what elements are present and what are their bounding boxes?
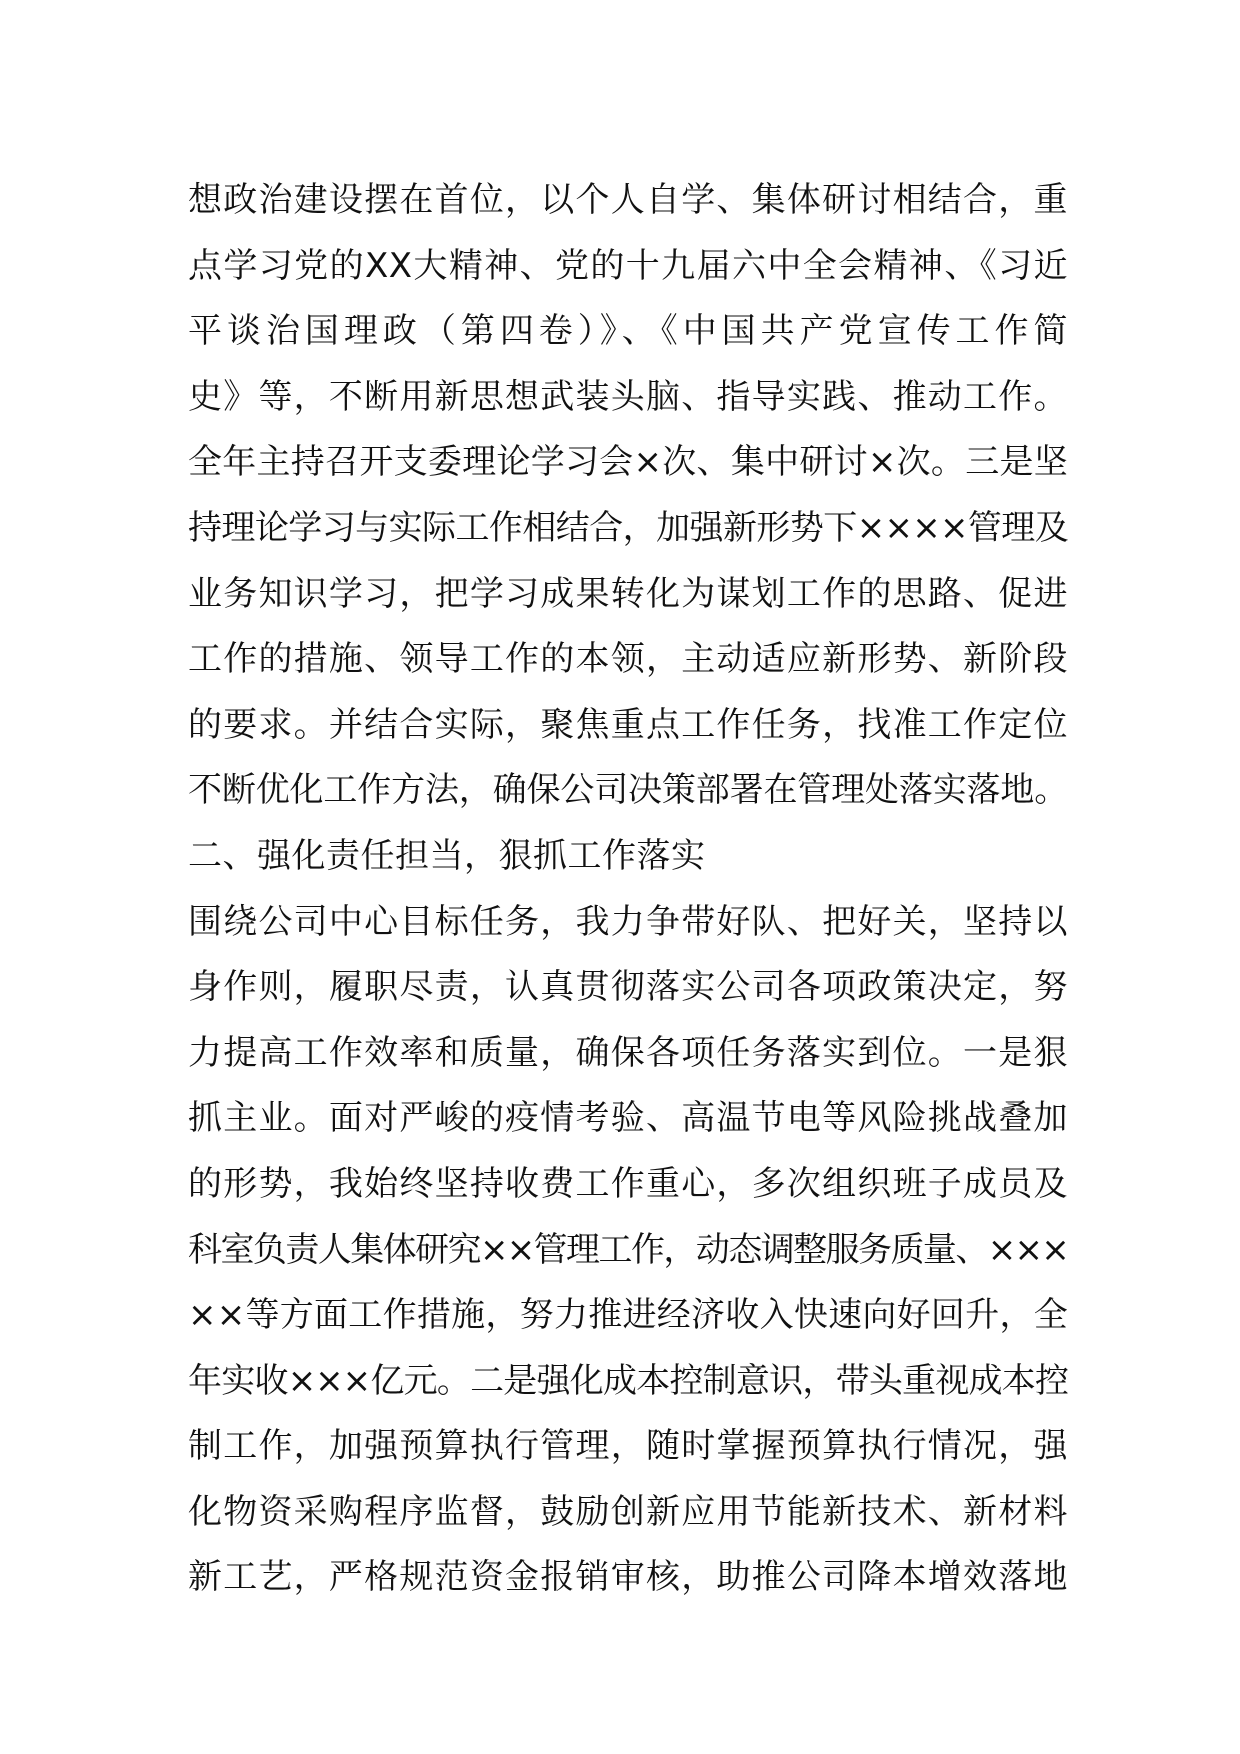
text-line: 新工艺，严格规范资金报销审核，助推公司降本增效落地 xyxy=(188,1557,1068,1598)
text-line: 全年主持召开支委理论学习会×次、集中研讨×次。三是坚 xyxy=(188,442,1068,483)
text-line: 抓主业。面对严峻的疫情考验、高温节电等风险挑战叠加 xyxy=(188,1098,1068,1139)
section-heading: 二、强化责任担当，狠抓工作落实 xyxy=(188,835,706,876)
text-line: 业务知识学习，把学习成果转化为谋划工作的思路、促进 xyxy=(188,573,1068,614)
text-line: 想政治建设摆在首位，以个人自学、集体研讨相结合，重 xyxy=(188,180,1068,220)
text-line: 史》等，不断用新思想武装头脑、指导实践、推动工作。 xyxy=(188,376,1068,417)
text-line: 年实收×××亿元。二是强化成本控制意识，带头重视成本控 xyxy=(188,1360,1068,1401)
text-line: 点学习党的XX大精神、党的十九届六中全会精神、《习近 xyxy=(188,245,1068,286)
text-line: 的要求。并结合实际，聚焦重点工作任务，找准工作定位 xyxy=(188,704,1068,745)
text-line: ××等方面工作措施，努力推进经济收入快速向好回升，全 xyxy=(188,1295,1068,1336)
text-line: 持理论学习与实际工作相结合，加强新形势下××××管理及 xyxy=(188,507,1068,548)
text-line: 围绕公司中心目标任务，我力争带好队、把好关，坚持以 xyxy=(188,901,1068,942)
text-line: 的形势，我始终坚持收费工作重心，多次组织班子成员及 xyxy=(188,1163,1068,1204)
text-line: 力提高工作效率和质量，确保各项任务落实到位。一是狠 xyxy=(188,1032,1068,1073)
text-line: 不断优化工作方法，确保公司决策部署在管理处落实落地。 xyxy=(188,770,1068,811)
text-line: 科室负责人集体研究××管理工作，动态调整服务质量、××× xyxy=(188,1229,1068,1270)
text-line: 身作则，履职尽责，认真贯彻落实公司各项政策决定，努 xyxy=(188,967,1068,1008)
text-line: 制工作，加强预算执行管理，随时掌握预算执行情况，强 xyxy=(188,1426,1068,1467)
text-line: 平谈治国理政（第四卷）》、《中国共产党宣传工作简 xyxy=(188,311,1068,352)
text-line: 化物资采购程序监督，鼓励创新应用节能新技术、新材料 xyxy=(188,1491,1068,1532)
document-body xyxy=(188,168,1068,1611)
text-line: 工作的措施、领导工作的本领，主动适应新形势、新阶段 xyxy=(188,639,1068,680)
